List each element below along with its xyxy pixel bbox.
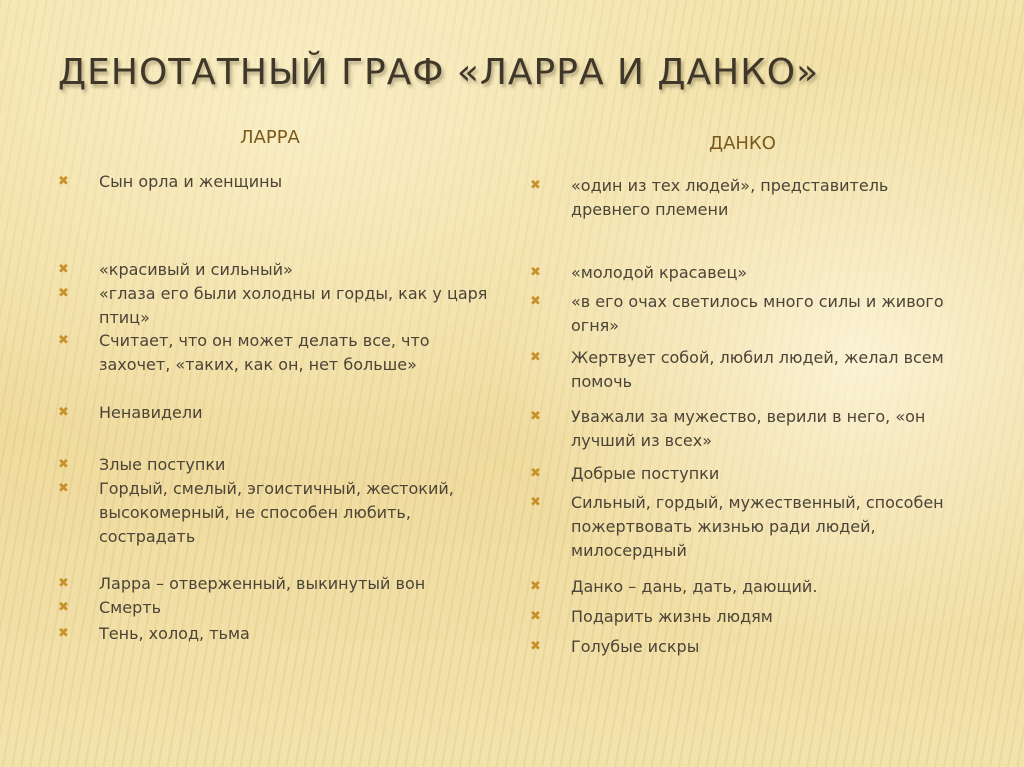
- list-item: [530, 605, 960, 629]
- bullet-x-icon: ✖: [530, 409, 541, 424]
- bullet-x-icon: ✖: [58, 626, 69, 641]
- list-item-text: Злые поступки: [99, 455, 226, 474]
- bullet-x-icon: ✖: [58, 174, 69, 189]
- bullet-x-icon: ✖: [530, 609, 541, 624]
- list-item: [530, 575, 960, 599]
- list-item: [58, 401, 488, 425]
- list-item-text: Сильный, гордый, мужественный, способен пожертвовать жизнью ради людей, милосердный: [571, 493, 944, 560]
- list-item: [58, 170, 488, 194]
- list-item: [530, 491, 960, 563]
- list-item: [58, 622, 488, 646]
- bullet-x-icon: ✖: [58, 405, 69, 420]
- list-item: [58, 572, 488, 596]
- bullet-x-icon: ✖: [530, 495, 541, 510]
- bullet-x-icon: ✖: [58, 286, 69, 301]
- list-item-text: Ненавидели: [99, 403, 203, 422]
- bullet-x-icon: ✖: [58, 333, 69, 348]
- column-header-danko: ДАНКО: [709, 133, 776, 154]
- list-item-text: Голубые искры: [571, 637, 700, 656]
- list-item-text: Добрые поступки: [571, 464, 720, 483]
- bullet-x-icon: ✖: [530, 350, 541, 365]
- list-item-text: Смерть: [99, 598, 161, 617]
- bullet-x-icon: ✖: [530, 265, 541, 280]
- list-item: [58, 258, 488, 282]
- list-item-text: Жертвует собой, любил людей, желал всем помочь: [571, 348, 944, 391]
- list-item: [58, 453, 488, 477]
- list-item-text: Подарить жизнь людям: [571, 607, 773, 626]
- list-item-text: Ларра – отверженный, выкинутый вон: [99, 574, 426, 593]
- list-item: [530, 462, 960, 486]
- bullet-x-icon: ✖: [530, 294, 541, 309]
- bullet-x-icon: ✖: [58, 481, 69, 496]
- list-item: [58, 329, 488, 377]
- bullet-x-icon: ✖: [530, 579, 541, 594]
- list-item-text: Считает, что он может делать все, что захочет, «таких, как он, нет больше»: [99, 331, 430, 374]
- slide-title: ДЕНОТАТНЫЙ ГРАФ «ЛАРРА И ДАНКО»: [58, 52, 820, 93]
- list-item-text: Гордый, смелый, эгоистичный, жестокий, высокомерный, не способен любить, сострадать: [99, 479, 454, 546]
- column-header-larra: ЛАРРА: [240, 127, 300, 148]
- list-item-text: Данко – дань, дать, дающий.: [571, 577, 818, 596]
- bullet-x-icon: ✖: [58, 600, 69, 615]
- bullet-x-icon: ✖: [58, 262, 69, 277]
- list-item-text: «один из тех людей», представитель древнего племени: [571, 176, 889, 219]
- bullet-x-icon: ✖: [530, 639, 541, 654]
- bullet-x-icon: ✖: [58, 457, 69, 472]
- list-item-text: «красивый и сильный»: [99, 260, 293, 279]
- list-item-text: «в его очах светилось много силы и живого огня»: [571, 292, 944, 335]
- list-item: [530, 346, 960, 394]
- list-item: [58, 596, 488, 620]
- list-item: [58, 282, 488, 330]
- list-item-text: «глаза его были холодны и горды, как у царя птиц»: [99, 284, 488, 327]
- list-item: [58, 477, 488, 549]
- bullet-x-icon: ✖: [530, 466, 541, 481]
- bullet-x-icon: ✖: [530, 178, 541, 193]
- list-item-text: «молодой красавец»: [571, 263, 748, 282]
- list-item-text: Уважали за мужество, верили в него, «он лучший из всех»: [571, 407, 926, 450]
- list-item: [530, 261, 960, 285]
- list-item: [530, 405, 960, 453]
- list-item: [530, 635, 960, 659]
- list-item-text: Сын орла и женщины: [99, 172, 283, 191]
- list-item: [530, 290, 960, 338]
- list-item-text: Тень, холод, тьма: [99, 624, 250, 643]
- bullet-x-icon: ✖: [58, 576, 69, 591]
- list-item: [530, 174, 960, 222]
